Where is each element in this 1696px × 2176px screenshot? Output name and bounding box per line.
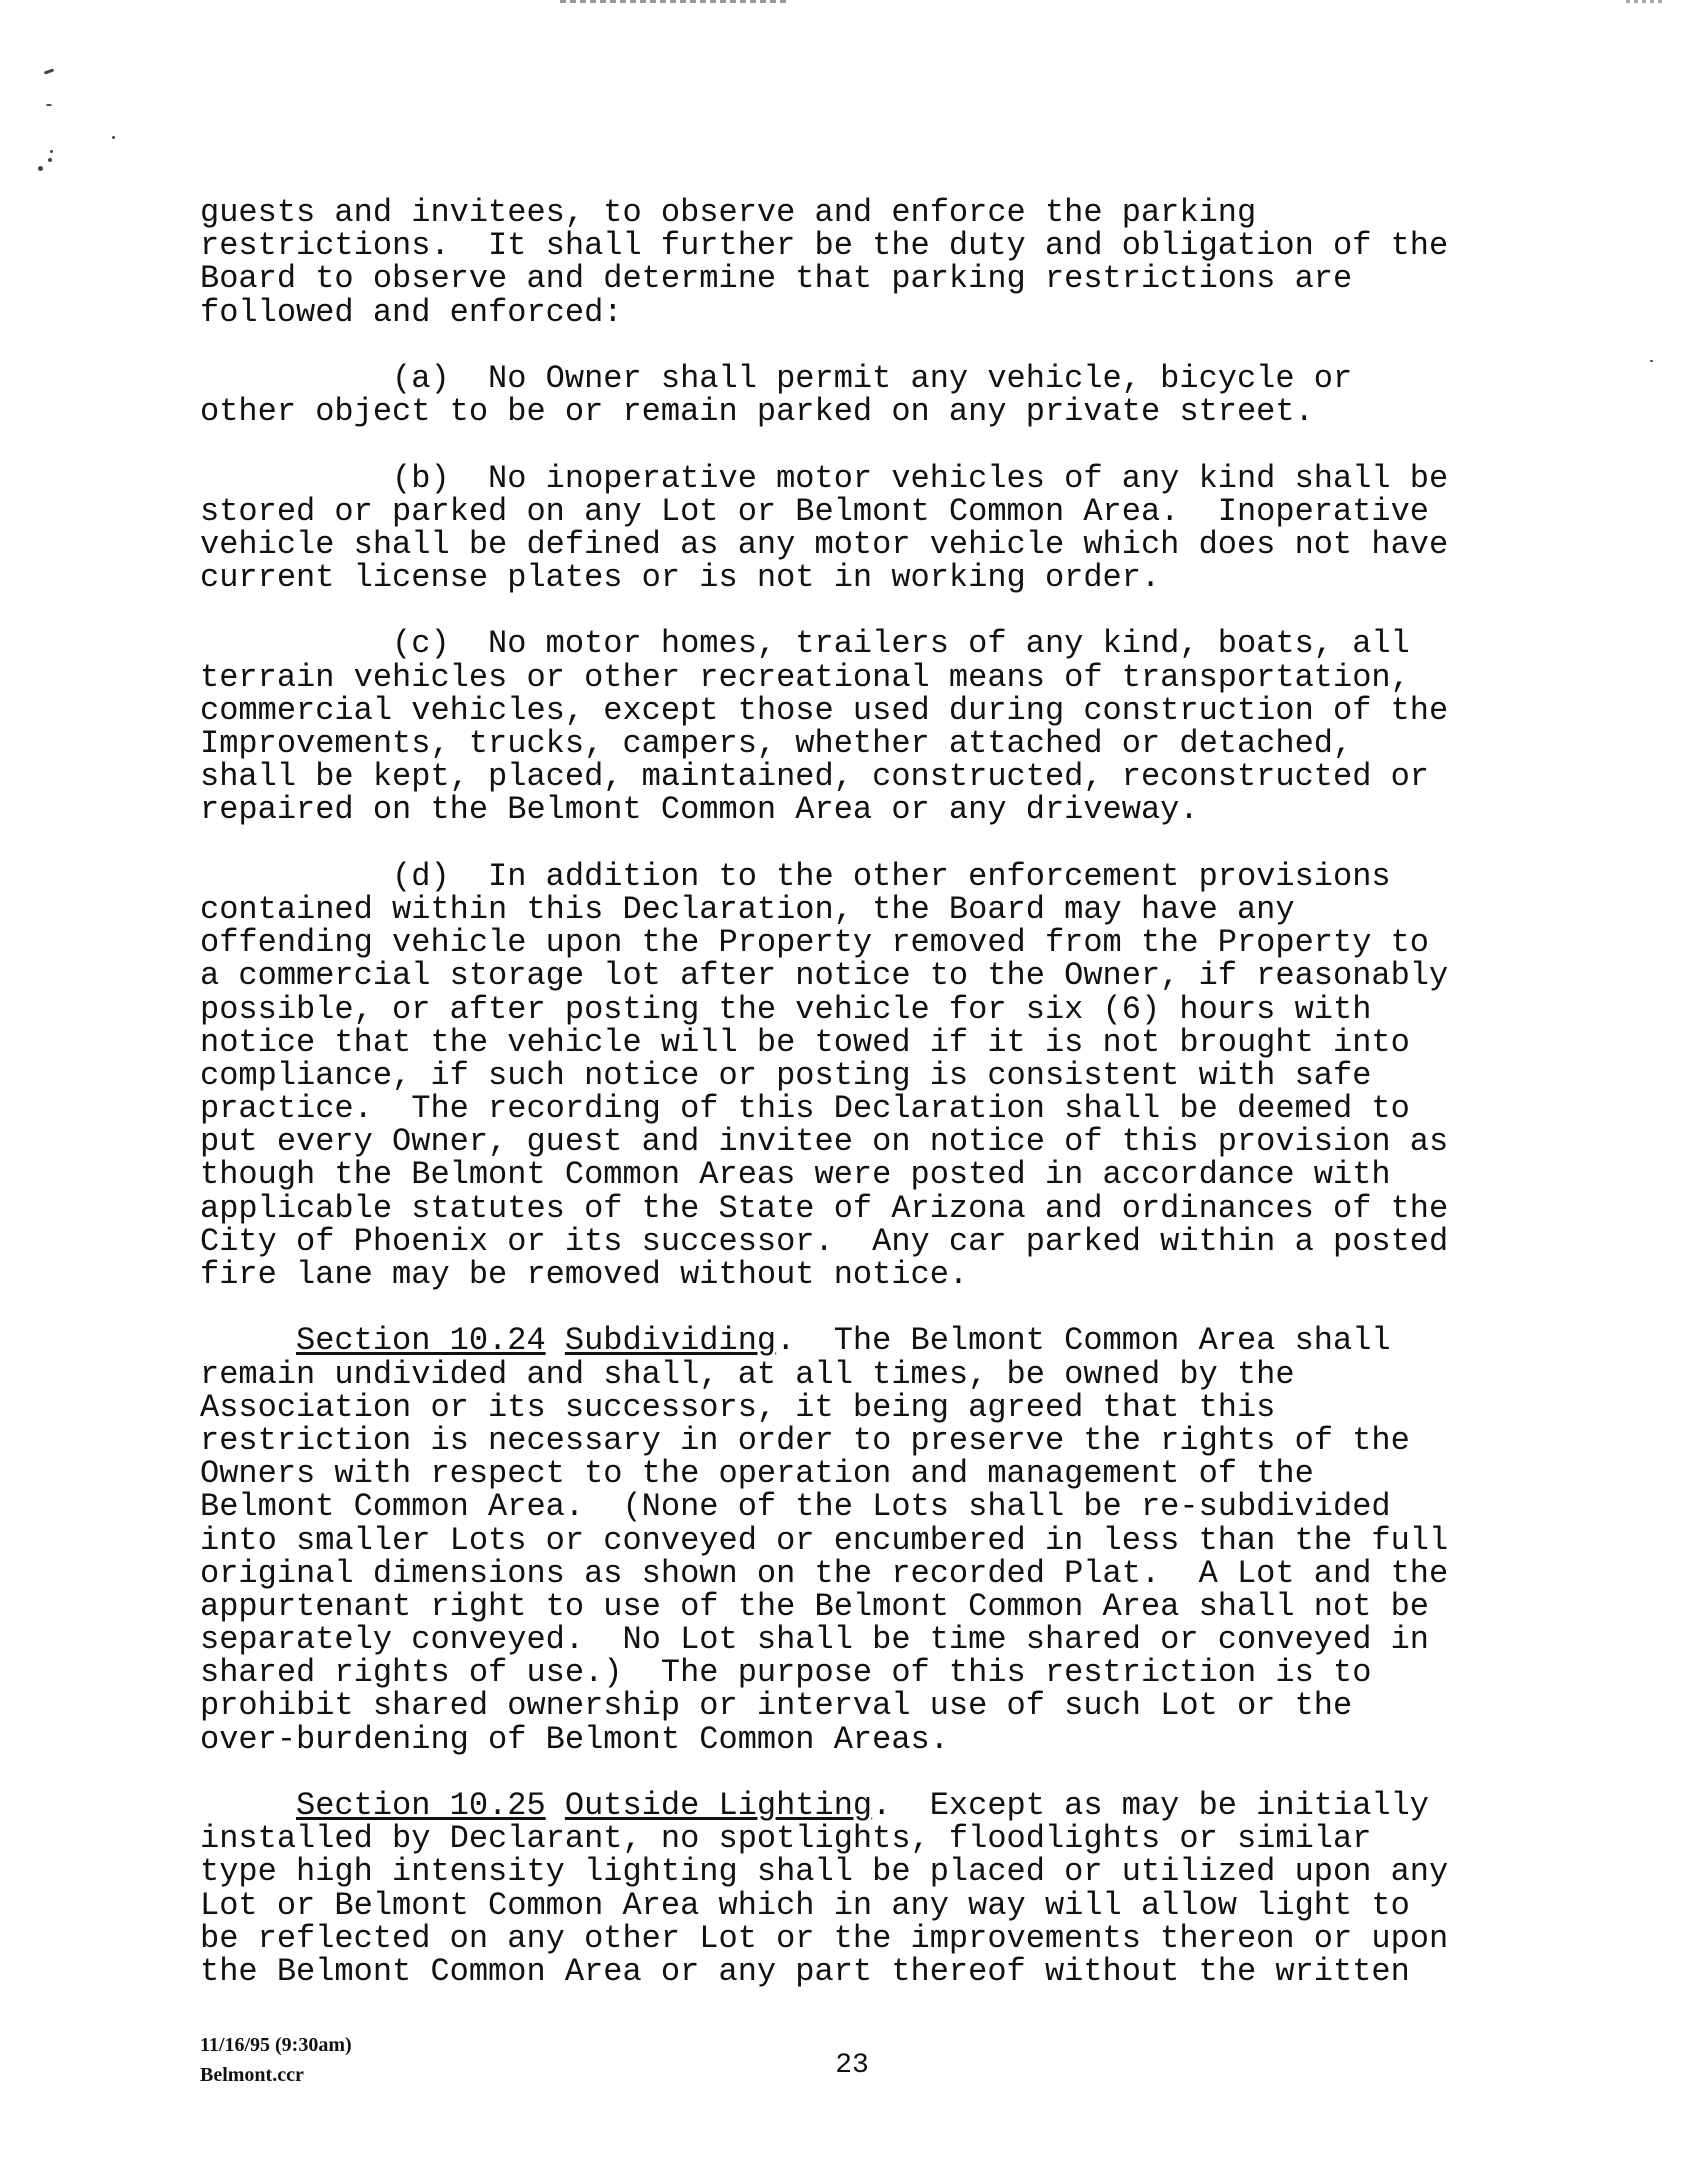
text-line: type high intensity lighting shall be placed or utilized upon any — [200, 1853, 1449, 1891]
paragraph-gap — [200, 594, 1520, 627]
text-line: followed and enforced: — [200, 293, 623, 331]
text-line: separately conveyed. No Lot shall be time shared or conveyed in — [200, 1621, 1429, 1659]
text-line: current license plates or is not in working order. — [200, 559, 1161, 597]
paragraph-gap — [200, 827, 1520, 860]
paragraph-item-b — [200, 459, 1520, 597]
scan-speck — [112, 136, 115, 139]
paragraph-parking-intro — [200, 196, 1520, 329]
footer-date: 11/16/95 (9:30am) — [200, 2034, 352, 2056]
text-line: contained within this Declaration, the Board may have any — [200, 890, 1295, 928]
section-indent — [200, 1787, 296, 1824]
text-line: other object to be or remain parked on any private street. — [200, 393, 1314, 431]
paragraph-gap — [200, 1756, 1520, 1789]
paragraph-item-d — [200, 857, 1520, 1293]
section-indent — [200, 1322, 296, 1359]
page-number: 23 — [835, 2050, 869, 2081]
paragraph-item-c — [200, 625, 1520, 829]
text-line: terrain vehicles or other recreational means of transportation, — [200, 658, 1410, 696]
text-line: vehicle shall be defined as any motor vehicle which does not have — [200, 525, 1449, 563]
text-line: be reflected on any other Lot or the improvements thereon or upon — [200, 1919, 1449, 1957]
section-number: Section 10.25 — [296, 1787, 546, 1824]
text-line: remain undivided and shall, at all times, be owned by the — [200, 1355, 1295, 1393]
text-line: (a) No Owner shall permit any vehicle, bicycle or — [200, 359, 1353, 397]
section-heading-line — [200, 1322, 1520, 1360]
scan-speck — [1650, 360, 1653, 362]
scan-artifact-top — [560, 0, 790, 3]
text-line: practice. The recording of this Declaration shall be deemed to — [200, 1090, 1410, 1128]
text-line: compliance, if such notice or posting is consistent with safe — [200, 1056, 1372, 1094]
footer-file-info — [200, 2030, 352, 2090]
text-line: (b) No inoperative motor vehicles of any kind shall be — [200, 459, 1449, 497]
text-line: repaired on the Belmont Common Area or any driveway. — [200, 791, 1199, 829]
scan-speck — [46, 104, 52, 106]
text-line: possible, or after posting the vehicle for six (6) hours with — [200, 990, 1372, 1028]
text-line: stored or parked on any Lot or Belmont Common Area. Inoperative — [200, 492, 1429, 530]
text-line: appurtenant right to use of the Belmont Common Area shall not be — [200, 1587, 1429, 1625]
scan-speck — [48, 158, 52, 162]
section-number: Section 10.24 — [296, 1322, 546, 1360]
text-line: Board to observe and determine that parking restrictions are — [200, 260, 1353, 298]
section-title: Subdividing — [564, 1322, 777, 1360]
text-line: notice that the vehicle will be towed if it is not brought into — [200, 1023, 1410, 1061]
paragraph-gap — [200, 428, 1520, 461]
text-line: the Belmont Common Area or any part thereof without the written — [200, 1952, 1410, 1990]
text-line: commercial vehicles, except those used during construction of the — [200, 691, 1449, 729]
text-line: shared rights of use.) The purpose of this restriction is to — [200, 1654, 1372, 1692]
section-heading-line — [200, 1789, 1520, 1822]
footer-filename: Belmont.ccr — [200, 2064, 304, 2086]
text-line: into smaller Lots or conveyed or encumbered in less than the full — [200, 1521, 1449, 1559]
section-first-line-text: . The Belmont Common Area shall — [776, 1322, 1391, 1360]
text-line: though the Belmont Common Areas were posted in accordance with — [200, 1156, 1391, 1194]
text-line: Association or its successors, it being agreed that this — [200, 1388, 1276, 1426]
text-line: put every Owner, guest and invitee on notice of this provision as — [200, 1123, 1449, 1161]
paragraph-gap — [200, 329, 1520, 362]
section-10-25 — [200, 1789, 1520, 1988]
text-line: fire lane may be removed without notice. — [200, 1256, 969, 1293]
text-line: prohibit shared ownership or interval use of such Lot or the — [200, 1687, 1353, 1725]
text-line: Belmont Common Area. (None of the Lots shall be re-subdivided — [200, 1488, 1391, 1526]
text-line: (d) In addition to the other enforcement provisions — [200, 857, 1391, 895]
text-line: Lot or Belmont Common Area which in any way will allow light to — [200, 1886, 1410, 1924]
text-line: over-burdening of Belmont Common Areas. — [200, 1720, 949, 1758]
section-title: Outside Lighting — [564, 1787, 873, 1824]
text-line: Owners with respect to the operation and management of the — [200, 1455, 1314, 1493]
text-line: City of Phoenix or its successor. Any car parked within a posted — [200, 1222, 1449, 1260]
text-line: offending vehicle upon the Property removed from the Property to — [200, 924, 1429, 962]
section-first-line-text: . Except as may be initially — [872, 1787, 1429, 1824]
text-line: restrictions. It shall further be the duty and obligation of the — [200, 227, 1449, 265]
text-line: original dimensions as shown on the recorded Plat. A Lot and the — [200, 1554, 1449, 1592]
text-line: shall be kept, placed, maintained, constructed, reconstructed or — [200, 758, 1429, 796]
text-line: installed by Declarant, no spotlights, floodlights or similar — [200, 1820, 1372, 1858]
paragraph-gap — [200, 1291, 1520, 1324]
text-line: applicable statutes of the State of Arizona and ordinances of the — [200, 1189, 1449, 1227]
text-line: a commercial storage lot after notice to the Owner, if reasonably — [200, 957, 1449, 995]
scan-artifact-corner — [1626, 0, 1662, 3]
document-body — [200, 196, 1520, 1988]
scan-speck — [44, 68, 54, 74]
text-line: restriction is necessary in order to preserve the rights of the — [200, 1421, 1410, 1459]
text-line: guests and invitees, to observe and enforce the parking — [200, 194, 1257, 231]
section-10-24 — [200, 1322, 1520, 1758]
text-line: Improvements, trucks, campers, whether attached or detached, — [200, 725, 1353, 762]
scan-speck — [38, 166, 43, 171]
paragraph-item-a — [200, 359, 1520, 431]
text-line: (c) No motor homes, trailers of any kind, boats, all — [200, 625, 1410, 663]
scan-speck — [50, 150, 53, 153]
